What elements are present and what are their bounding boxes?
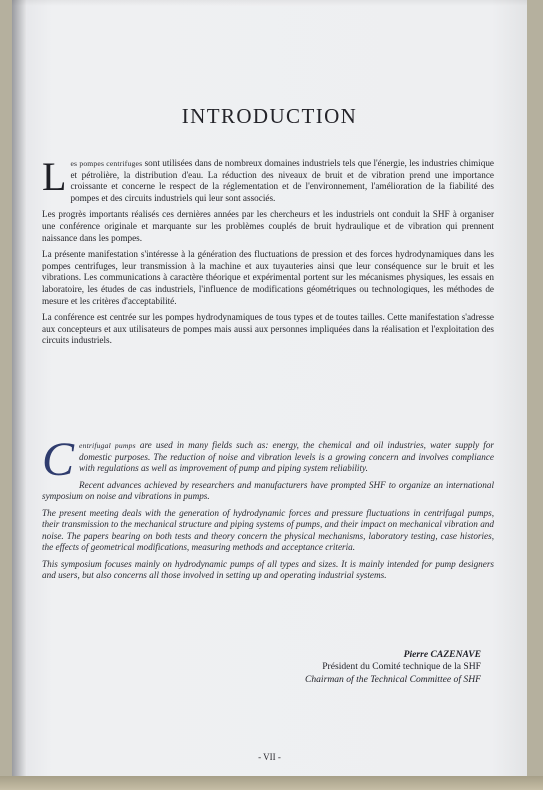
- en-paragraph-3: The present meeting deals with the generation of hydrodynamic forces and pressure fluctuations in centrifugal pumps, their transmission to the mechanical structure and piping systems of pumps, and their impact on mechanical vibration and noise. The papers bearing on both tests and theory concern the physical mechanisms, laboratory testing, case histories, the effects of geometrical modifications, measuring methods and acceptance criteria.: [42, 507, 494, 552]
- signatory-role-en: Chairman of the Technical Committee of SHF: [304, 673, 481, 685]
- page-number: - VII -: [258, 752, 281, 762]
- en-lead-smallcaps: entrifugal pumps: [79, 441, 136, 450]
- en-dropcap: C: [42, 433, 75, 486]
- fr-paragraph-2: Les progrès importants réalisés ces dernières années par les chercheurs et les industriels ont conduit la SHF à organiser une conférence originale et marquante sur les problèmes couplés de bruit hydraulique et de vibration qui prennent naissance dans les pompes.: [42, 209, 494, 243]
- page-title: INTRODUCTION: [181, 104, 358, 128]
- fr-paragraph-4: La conférence est centrée sur les pompes hydrodynamiques de tous types et de toutes tailles. Cette manifestation s'adresse aux concepteurs et aux utilisateurs de pompes mais aussi aux personnes impliquées dans la réalisation et l'exploitation des circuits industriels.: [42, 312, 494, 346]
- fr-lead-smallcaps: es pompes centrifuges: [70, 159, 143, 168]
- table-surface: [0, 776, 543, 790]
- en-paragraph-4: This symposium focuses mainly on hydrodynamic pumps of all types and sizes. It is mainly intended for pump designers and users, but also concerns all those involved in setting up and operating industrial systems.: [42, 558, 494, 580]
- signatory-name: Pierre CAZENAVE: [403, 649, 481, 660]
- fr-paragraph-3: La présente manifestation s'intéresse à la génération des fluctuations de pression et des forces hydrodynamiques dans les pompes centrifuges, leur transmission à la machine et aux tuyauteries ainsi que leur conséquence sur le bruit et les vibrations. Les communications à caractère théorique et expérimental portent sur les mécanismes physiques, les essais en laboratoire, les études de cas industriels, l'influence de modifications géométriques ou technologiques, les méthodes de mesure et les critères d'acceptabilité.: [42, 249, 494, 306]
- en-paragraph-1: [42, 433, 494, 486]
- fr-dropcap: L: [42, 154, 67, 199]
- page-top-shadow: [12, 0, 527, 6]
- fr-paragraph-1-text: sont utilisées dans de nombreux domaines industriels tels que l'énergie, les industries chimique et pétrolière, la distribution d'eau. La réduction des niveaux de bruit et de vibration prend une importance croissante et concerne le respect de la réglementation et de l'environnement, l'amélioration de la fiabilité des pompes et des circuits industriels qui leur sont associés.: [70, 158, 494, 203]
- en-paragraph-1-text: are used in many fields such as: energy, the chemical and oil industries, water supply for domestic purposes. The reduction of noise and vibration levels is a growing concern and involves compliance with regulations as well as improvement of pump and piping system reliability.: [79, 440, 494, 473]
- signature-block: [305, 649, 481, 686]
- book-page: [12, 0, 527, 776]
- fr-paragraph-1: [42, 154, 494, 204]
- french-introduction: [42, 154, 494, 352]
- en-paragraph-2: Recent advances achieved by researchers and manufacturers have prompted SHF to organize an international symposium on noise and vibrations in pumps.: [42, 479, 494, 501]
- signatory-role-fr: Président du Comité technique de la SHF: [322, 661, 481, 673]
- english-introduction: [42, 433, 494, 587]
